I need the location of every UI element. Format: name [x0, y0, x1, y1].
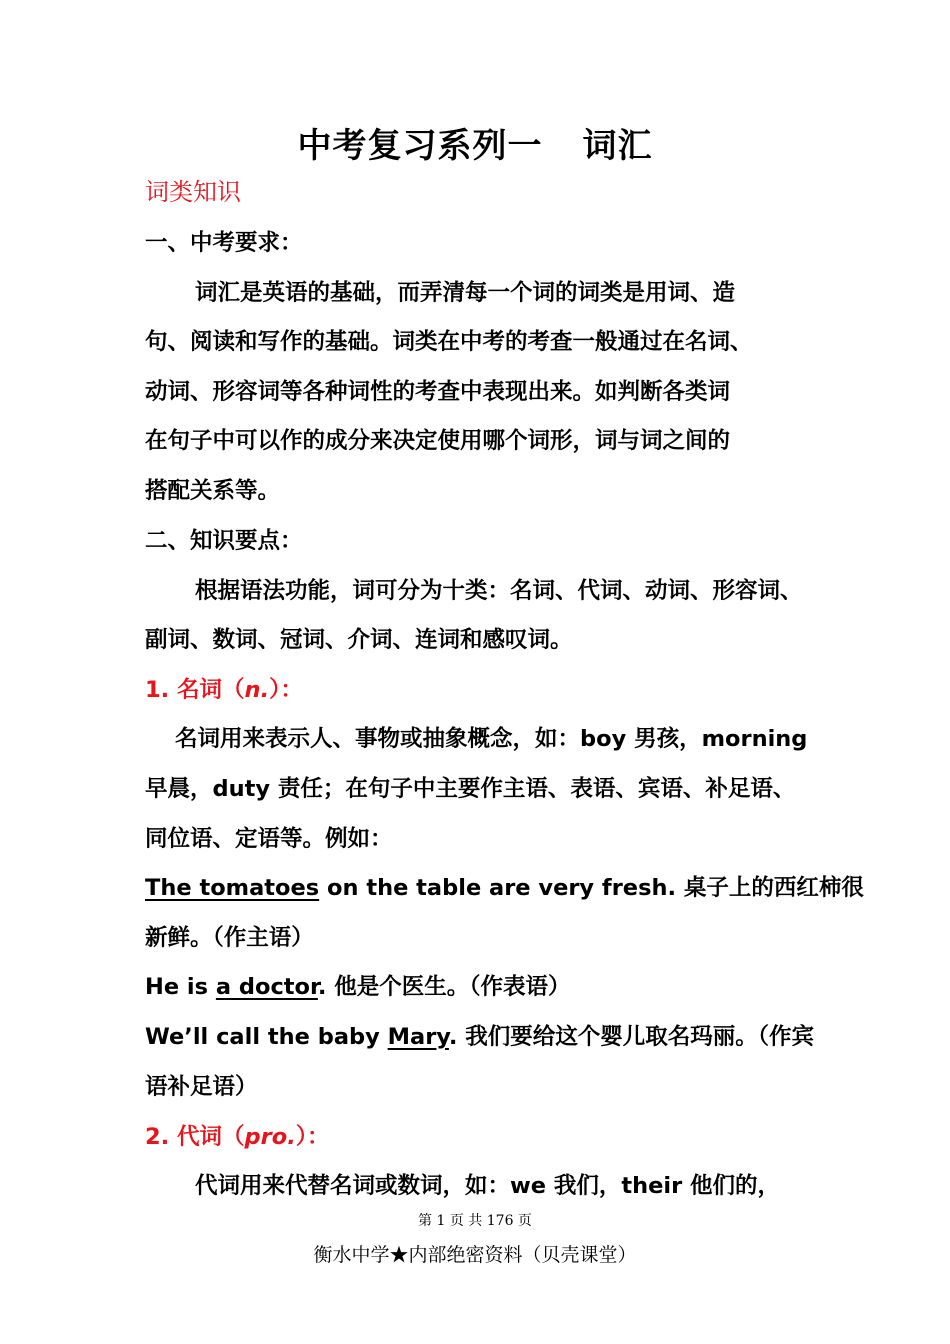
- underlined-phrase: The tomatoes: [145, 875, 320, 901]
- heading-key-points: 二、知识要点：: [145, 528, 303, 554]
- paragraph-line: 根据语法功能，词可分为十类：名词、代词、动词、形容词、: [195, 578, 803, 604]
- pronoun-heading: 2. 代词（pro.）：: [145, 1124, 330, 1150]
- paragraph-line: 句、阅读和写作的基础。词类在中考的考查一般通过在名词、: [145, 329, 753, 355]
- underlined-phrase: Mary: [387, 1024, 449, 1050]
- example-sentence-cont: 语补足语）: [145, 1074, 258, 1100]
- underlined-phrase: a doctor: [215, 974, 318, 1000]
- paragraph-line: 代词用来代替名词或数词，如：we 我们，their 他们的，: [195, 1173, 781, 1199]
- page-number: 第 1 页 共 176 页: [418, 1213, 532, 1229]
- example-sentence: He is a doctor. 他是个医生。（作表语）: [145, 974, 571, 1000]
- section-label: 词类知识: [145, 178, 241, 206]
- footer-note: 衡水中学★内部绝密资料（贝壳课堂）: [313, 1244, 637, 1266]
- example-sentence: We’ll call the baby Mary. 我们要给这个婴儿取名玛丽。（作宾: [145, 1024, 815, 1050]
- page-title: [0, 118, 950, 167]
- paragraph-line: 搭配关系等。: [145, 478, 281, 504]
- paragraph-line: 同位语、定语等。例如：: [145, 826, 393, 852]
- paragraph-line: 副词、数词、冠词、介词、连词和感叹词。: [145, 627, 573, 653]
- example-sentence-cont: 新鲜。（作主语）: [145, 925, 314, 951]
- example-sentence: The tomatoes on the table are very fresh. 桌子上的西红柿很: [145, 875, 864, 901]
- heading-requirements: 一、中考要求：: [145, 230, 303, 256]
- title-main: 中考复习系列一: [297, 126, 543, 166]
- noun-heading: 1. 名词（n.）：: [145, 677, 303, 703]
- paragraph-line: 动词、形容词等各种词性的考查中表现出来。如判断各类词: [145, 379, 731, 405]
- paragraph-line: 在句子中可以作的成分来决定使用哪个词形，词与词之间的: [145, 428, 731, 454]
- paragraph-line: 词汇是英语的基础，而弄清每一个词的词类是用词、造: [195, 280, 736, 306]
- title-sub: 词汇: [582, 126, 653, 166]
- paragraph-line: 名词用来表示人、事物或抽象概念，如：boy 男孩，morning: [175, 726, 808, 752]
- paragraph-line: 早晨，duty 责任；在句子中主要作主语、表语、宾语、补足语、: [145, 776, 796, 802]
